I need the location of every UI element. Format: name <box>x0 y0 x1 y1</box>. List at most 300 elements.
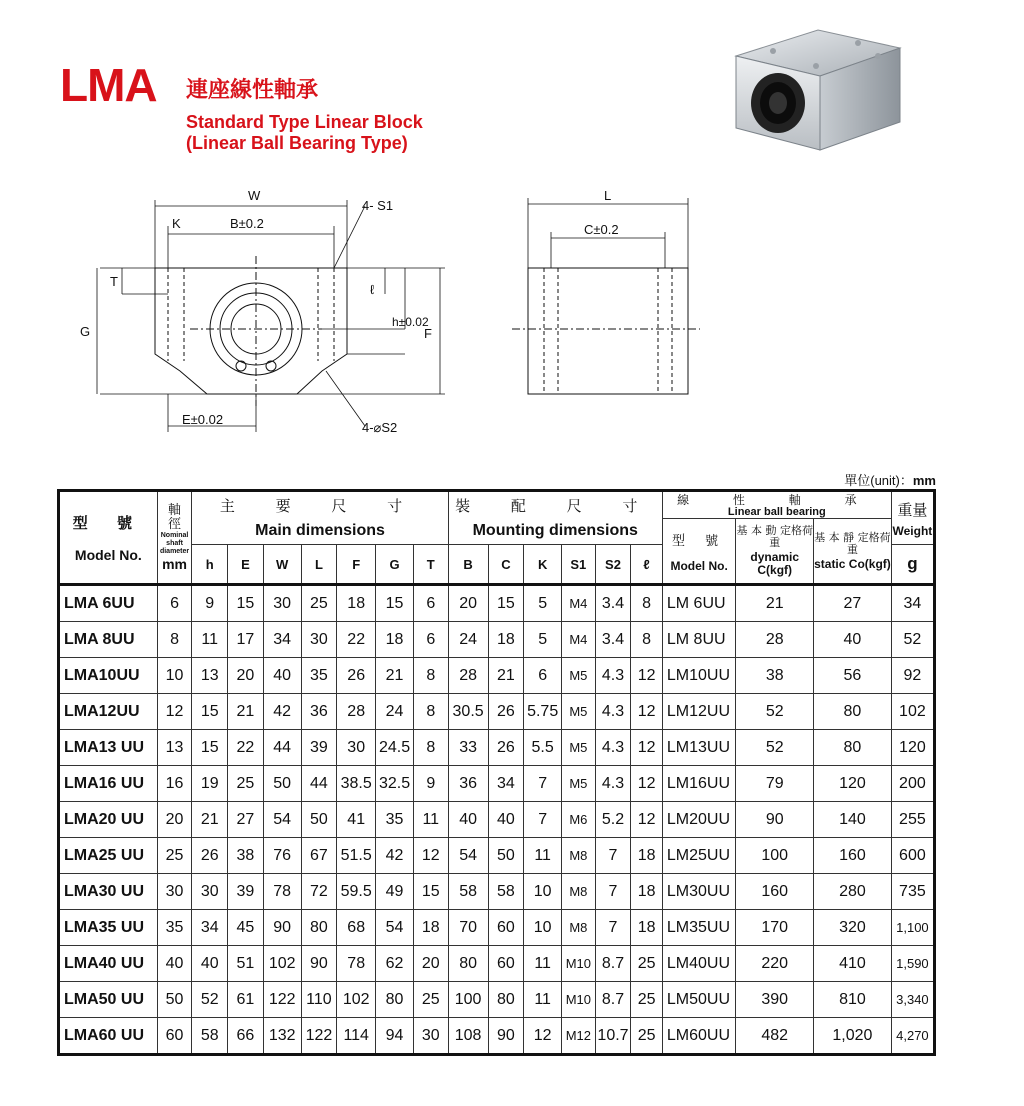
cell-K: 10 <box>524 910 562 946</box>
cell-weight: 255 <box>891 802 934 838</box>
cell-B: 28 <box>448 658 488 694</box>
cell-S2: 7 <box>595 874 631 910</box>
cell-K: 11 <box>524 946 562 982</box>
cell-S2: 8.7 <box>595 982 631 1018</box>
cell-lb-model: LM 8UU <box>662 622 736 658</box>
cell-L: 39 <box>301 730 337 766</box>
cell-E: 45 <box>228 910 264 946</box>
cell-E: 27 <box>228 802 264 838</box>
col-lb-model: 型 號 Model No. <box>662 519 736 585</box>
label-T: T <box>110 274 118 289</box>
cell-dynamic: 90 <box>736 802 814 838</box>
cell-l: 18 <box>631 874 663 910</box>
cell-W: 30 <box>263 585 301 622</box>
cell-B: 30.5 <box>448 694 488 730</box>
cell-W: 42 <box>263 694 301 730</box>
table-row <box>59 694 935 730</box>
cell-shaft-d: 40 <box>157 946 192 982</box>
title-english-line1: Standard Type Linear Block <box>186 112 423 132</box>
cell-S1: M5 <box>562 694 596 730</box>
cell-S2: 7 <box>595 838 631 874</box>
cell-W: 78 <box>263 874 301 910</box>
cell-E: 20 <box>228 658 264 694</box>
cell-F: 38.5 <box>337 766 376 802</box>
label-L: L <box>604 188 612 203</box>
cell-h: 11 <box>192 622 228 658</box>
cell-L: 72 <box>301 874 337 910</box>
cell-dynamic: 220 <box>736 946 814 982</box>
cell-S1: M6 <box>562 802 596 838</box>
cell-W: 132 <box>263 1018 301 1055</box>
cell-W: 40 <box>263 658 301 694</box>
cell-K: 5.5 <box>524 730 562 766</box>
cell-B: 33 <box>448 730 488 766</box>
cell-model: LMA35 UU <box>59 910 158 946</box>
col-shaft-en: Nominal shaft diameter <box>159 531 190 555</box>
cell-B: 40 <box>448 802 488 838</box>
table-row <box>59 658 935 694</box>
cell-l: 8 <box>631 622 663 658</box>
cell-static: 120 <box>814 766 892 802</box>
cell-T: 11 <box>413 802 448 838</box>
cell-G: 21 <box>376 658 414 694</box>
cell-K: 5.75 <box>524 694 562 730</box>
cell-weight: 735 <box>891 874 934 910</box>
cell-model: LMA60 UU <box>59 1018 158 1055</box>
col-model-cn: 型 號 <box>72 514 144 532</box>
cell-F: 18 <box>337 585 376 622</box>
col-model-en: Model No. <box>74 547 142 563</box>
cell-W: 102 <box>263 946 301 982</box>
cell-S1: M8 <box>562 910 596 946</box>
cell-h: 15 <box>192 730 228 766</box>
cell-F: 28 <box>337 694 376 730</box>
cell-model: LMA12UU <box>59 694 158 730</box>
cell-S1: M4 <box>562 622 596 658</box>
cell-W: 50 <box>263 766 301 802</box>
cell-dynamic: 52 <box>736 730 814 766</box>
cell-l: 25 <box>631 946 663 982</box>
cell-C: 90 <box>488 1018 524 1055</box>
cell-T: 9 <box>413 766 448 802</box>
label-l: ℓ <box>370 282 375 297</box>
sym-S2: S2 <box>595 545 631 585</box>
cell-lb-model: LM60UU <box>662 1018 736 1055</box>
cell-dynamic: 52 <box>736 694 814 730</box>
cell-model: LMA 8UU <box>59 622 158 658</box>
cell-model: LMA50 UU <box>59 982 158 1018</box>
cell-h: 15 <box>192 694 228 730</box>
sym-l: ℓ <box>631 545 663 585</box>
cell-shaft-d: 16 <box>157 766 192 802</box>
cell-shaft-d: 13 <box>157 730 192 766</box>
cell-G: 54 <box>376 910 414 946</box>
cell-G: 42 <box>376 838 414 874</box>
cell-C: 80 <box>488 982 524 1018</box>
cell-C: 60 <box>488 946 524 982</box>
cell-L: 35 <box>301 658 337 694</box>
cell-W: 34 <box>263 622 301 658</box>
sym-T: T <box>413 545 448 585</box>
sym-W: W <box>263 545 301 585</box>
cell-S2: 4.3 <box>595 766 631 802</box>
cell-C: 21 <box>488 658 524 694</box>
table-row <box>59 910 935 946</box>
col-weight: 重量 Weight <box>891 491 934 545</box>
cell-model: LMA10UU <box>59 658 158 694</box>
cell-C: 60 <box>488 910 524 946</box>
cell-lb-model: LM12UU <box>662 694 736 730</box>
cell-L: 30 <box>301 622 337 658</box>
table-row <box>59 838 935 874</box>
cell-L: 67 <box>301 838 337 874</box>
cell-h: 19 <box>192 766 228 802</box>
cell-dynamic: 28 <box>736 622 814 658</box>
cell-shaft-d: 6 <box>157 585 192 622</box>
cell-S2: 3.4 <box>595 585 631 622</box>
cell-shaft-d: 12 <box>157 694 192 730</box>
cell-E: 61 <box>228 982 264 1018</box>
cell-S1: M12 <box>562 1018 596 1055</box>
cell-B: 80 <box>448 946 488 982</box>
cell-shaft-d: 8 <box>157 622 192 658</box>
cell-dynamic: 170 <box>736 910 814 946</box>
cell-static: 40 <box>814 622 892 658</box>
cell-lb-model: LM25UU <box>662 838 736 874</box>
col-shaft <box>157 491 192 585</box>
col-shaft-unit: mm <box>162 555 187 572</box>
cell-l: 8 <box>631 585 663 622</box>
cell-C: 15 <box>488 585 524 622</box>
cell-G: 94 <box>376 1018 414 1055</box>
col-bearing: 線 性 軸 承 Linear ball bearing <box>662 491 891 519</box>
cell-K: 7 <box>524 802 562 838</box>
label-G: G <box>80 324 91 339</box>
cell-static: 80 <box>814 694 892 730</box>
cell-E: 15 <box>228 585 264 622</box>
cell-F: 51.5 <box>337 838 376 874</box>
table-row <box>59 585 935 622</box>
cell-shaft-d: 30 <box>157 874 192 910</box>
cell-l: 18 <box>631 910 663 946</box>
cell-lb-model: LM20UU <box>662 802 736 838</box>
cell-weight: 52 <box>891 622 934 658</box>
cell-h: 21 <box>192 802 228 838</box>
cell-F: 114 <box>337 1018 376 1055</box>
cell-S1: M5 <box>562 730 596 766</box>
table-row <box>59 622 935 658</box>
cell-T: 15 <box>413 874 448 910</box>
cell-E: 25 <box>228 766 264 802</box>
cell-B: 20 <box>448 585 488 622</box>
cell-E: 51 <box>228 946 264 982</box>
cell-S1: M8 <box>562 874 596 910</box>
title-chinese: 連座線性軸承 <box>186 78 319 103</box>
cell-S2: 8.7 <box>595 946 631 982</box>
cell-shaft-d: 20 <box>157 802 192 838</box>
cell-B: 70 <box>448 910 488 946</box>
cell-C: 40 <box>488 802 524 838</box>
cell-K: 6 <box>524 658 562 694</box>
sym-h: h <box>192 545 228 585</box>
cell-W: 76 <box>263 838 301 874</box>
cell-S2: 3.4 <box>595 622 631 658</box>
sym-G: G <box>376 545 414 585</box>
cell-W: 54 <box>263 802 301 838</box>
cell-E: 39 <box>228 874 264 910</box>
col-dynamic: 基 本 動 定格荷重 dynamic C(kgf) <box>736 519 814 585</box>
cell-lb-model: LM30UU <box>662 874 736 910</box>
cell-B: 108 <box>448 1018 488 1055</box>
cell-B: 24 <box>448 622 488 658</box>
cell-S1: M8 <box>562 838 596 874</box>
sym-E: E <box>228 545 264 585</box>
cell-weight: 120 <box>891 730 934 766</box>
cell-K: 11 <box>524 982 562 1018</box>
cell-shaft-d: 50 <box>157 982 192 1018</box>
cell-static: 1,020 <box>814 1018 892 1055</box>
label-S1: 4- S1 <box>362 198 394 213</box>
cell-G: 49 <box>376 874 414 910</box>
cell-K: 5 <box>524 622 562 658</box>
cell-dynamic: 482 <box>736 1018 814 1055</box>
cell-K: 12 <box>524 1018 562 1055</box>
cell-model: LMA20 UU <box>59 802 158 838</box>
cell-dynamic: 160 <box>736 874 814 910</box>
cell-weight: 3,340 <box>891 982 934 1018</box>
cell-dynamic: 38 <box>736 658 814 694</box>
cell-E: 17 <box>228 622 264 658</box>
cell-weight: 600 <box>891 838 934 874</box>
cell-C: 50 <box>488 838 524 874</box>
cell-L: 110 <box>301 982 337 1018</box>
cell-G: 80 <box>376 982 414 1018</box>
cell-G: 32.5 <box>376 766 414 802</box>
cell-W: 44 <box>263 730 301 766</box>
title-english-line2: (Linear Ball Bearing Type) <box>186 133 408 153</box>
cell-model: LMA40 UU <box>59 946 158 982</box>
cell-B: 58 <box>448 874 488 910</box>
sym-B: B <box>448 545 488 585</box>
cell-weight: 1,100 <box>891 910 934 946</box>
cell-model: LMA30 UU <box>59 874 158 910</box>
cell-B: 54 <box>448 838 488 874</box>
cell-T: 6 <box>413 622 448 658</box>
cell-S1: M4 <box>562 585 596 622</box>
cell-static: 80 <box>814 730 892 766</box>
cell-S2: 4.3 <box>595 694 631 730</box>
table-row <box>59 874 935 910</box>
cell-lb-model: LM35UU <box>662 910 736 946</box>
table-row <box>59 1018 935 1055</box>
cell-S2: 4.3 <box>595 730 631 766</box>
cell-weight: 4,270 <box>891 1018 934 1055</box>
cell-T: 25 <box>413 982 448 1018</box>
cell-B: 36 <box>448 766 488 802</box>
cell-model: LMA16 UU <box>59 766 158 802</box>
cell-dynamic: 21 <box>736 585 814 622</box>
cell-B: 100 <box>448 982 488 1018</box>
cell-S1: M5 <box>562 658 596 694</box>
cell-h: 40 <box>192 946 228 982</box>
cell-W: 122 <box>263 982 301 1018</box>
cell-lb-model: LM 6UU <box>662 585 736 622</box>
cell-E: 38 <box>228 838 264 874</box>
cell-h: 58 <box>192 1018 228 1055</box>
cell-C: 34 <box>488 766 524 802</box>
cell-weight: 92 <box>891 658 934 694</box>
cell-T: 8 <box>413 730 448 766</box>
cell-L: 90 <box>301 946 337 982</box>
cell-S2: 10.7 <box>595 1018 631 1055</box>
spec-table-body <box>59 585 935 1055</box>
col-shaft-cn: 軸徑 <box>168 502 182 532</box>
cell-C: 26 <box>488 694 524 730</box>
cell-F: 41 <box>337 802 376 838</box>
cell-lb-model: LM13UU <box>662 730 736 766</box>
cell-lb-model: LM40UU <box>662 946 736 982</box>
cell-G: 24 <box>376 694 414 730</box>
sym-K: K <box>524 545 562 585</box>
cell-model: LMA13 UU <box>59 730 158 766</box>
cell-T: 18 <box>413 910 448 946</box>
cell-G: 15 <box>376 585 414 622</box>
technical-drawing <box>60 176 720 438</box>
cell-S2: 5.2 <box>595 802 631 838</box>
sym-L: L <box>301 545 337 585</box>
cell-C: 18 <box>488 622 524 658</box>
cell-W: 90 <box>263 910 301 946</box>
cell-G: 62 <box>376 946 414 982</box>
col-model <box>59 491 158 585</box>
cell-E: 66 <box>228 1018 264 1055</box>
cell-dynamic: 100 <box>736 838 814 874</box>
product-photo <box>718 18 918 166</box>
cell-weight: 200 <box>891 766 934 802</box>
table-row <box>59 802 935 838</box>
cell-h: 52 <box>192 982 228 1018</box>
cell-T: 30 <box>413 1018 448 1055</box>
cell-T: 8 <box>413 694 448 730</box>
cell-C: 26 <box>488 730 524 766</box>
cell-S1: M10 <box>562 946 596 982</box>
cell-K: 5 <box>524 585 562 622</box>
label-K: K <box>172 216 181 231</box>
col-main-cn: 主 要 尺 寸 <box>192 491 448 519</box>
cell-shaft-d: 60 <box>157 1018 192 1055</box>
col-main-en: Main dimensions <box>192 519 448 545</box>
brand-logo: LMA <box>60 59 157 111</box>
cell-l: 12 <box>631 730 663 766</box>
cell-l: 18 <box>631 838 663 874</box>
sym-S1: S1 <box>562 545 596 585</box>
cell-l: 25 <box>631 1018 663 1055</box>
cell-static: 320 <box>814 910 892 946</box>
cell-static: 280 <box>814 874 892 910</box>
cell-G: 24.5 <box>376 730 414 766</box>
cell-K: 11 <box>524 838 562 874</box>
cell-F: 78 <box>337 946 376 982</box>
table-row <box>59 730 935 766</box>
label-B: B±0.2 <box>230 216 264 231</box>
label-C: C±0.2 <box>584 222 619 237</box>
spec-table <box>57 489 936 1056</box>
cell-weight: 102 <box>891 694 934 730</box>
cell-E: 22 <box>228 730 264 766</box>
cell-F: 30 <box>337 730 376 766</box>
cell-model: LMA 6UU <box>59 585 158 622</box>
table-row <box>59 982 935 1018</box>
cell-K: 10 <box>524 874 562 910</box>
label-W: W <box>248 188 261 203</box>
cell-T: 12 <box>413 838 448 874</box>
cell-S2: 4.3 <box>595 658 631 694</box>
cell-F: 59.5 <box>337 874 376 910</box>
cell-T: 20 <box>413 946 448 982</box>
cell-lb-model: LM50UU <box>662 982 736 1018</box>
cell-L: 25 <box>301 585 337 622</box>
cell-shaft-d: 10 <box>157 658 192 694</box>
cell-L: 36 <box>301 694 337 730</box>
cell-C: 58 <box>488 874 524 910</box>
sym-C: C <box>488 545 524 585</box>
label-S2: 4-⌀S2 <box>362 420 398 435</box>
col-static: 基 本 靜 定格荷重 static Co(kgf) <box>814 519 892 585</box>
cell-T: 8 <box>413 658 448 694</box>
cell-lb-model: LM10UU <box>662 658 736 694</box>
cell-G: 18 <box>376 622 414 658</box>
cell-weight: 1,590 <box>891 946 934 982</box>
cell-l: 12 <box>631 766 663 802</box>
cell-S1: M10 <box>562 982 596 1018</box>
sym-weight-unit: g <box>891 545 934 585</box>
sym-F: F <box>337 545 376 585</box>
table-row <box>59 946 935 982</box>
cell-K: 7 <box>524 766 562 802</box>
cell-L: 80 <box>301 910 337 946</box>
cell-L: 122 <box>301 1018 337 1055</box>
unit-note <box>844 470 936 489</box>
cell-F: 22 <box>337 622 376 658</box>
unit-value: mm <box>912 473 936 488</box>
cell-F: 102 <box>337 982 376 1018</box>
cell-l: 25 <box>631 982 663 1018</box>
unit-label: 單位(unit)： <box>844 473 913 488</box>
cell-static: 27 <box>814 585 892 622</box>
cell-L: 50 <box>301 802 337 838</box>
cell-dynamic: 79 <box>736 766 814 802</box>
cell-F: 26 <box>337 658 376 694</box>
label-h: h±0.02 <box>392 315 429 329</box>
cell-static: 140 <box>814 802 892 838</box>
cell-shaft-d: 35 <box>157 910 192 946</box>
cell-h: 30 <box>192 874 228 910</box>
cell-lb-model: LM16UU <box>662 766 736 802</box>
cell-dynamic: 390 <box>736 982 814 1018</box>
cell-shaft-d: 25 <box>157 838 192 874</box>
label-E: E±0.02 <box>182 412 224 427</box>
cell-l: 12 <box>631 802 663 838</box>
cell-static: 410 <box>814 946 892 982</box>
cell-G: 35 <box>376 802 414 838</box>
cell-model: LMA25 UU <box>59 838 158 874</box>
cell-L: 44 <box>301 766 337 802</box>
cell-S2: 7 <box>595 910 631 946</box>
cell-S1: M5 <box>562 766 596 802</box>
cell-l: 12 <box>631 694 663 730</box>
table-row <box>59 766 935 802</box>
cell-l: 12 <box>631 658 663 694</box>
